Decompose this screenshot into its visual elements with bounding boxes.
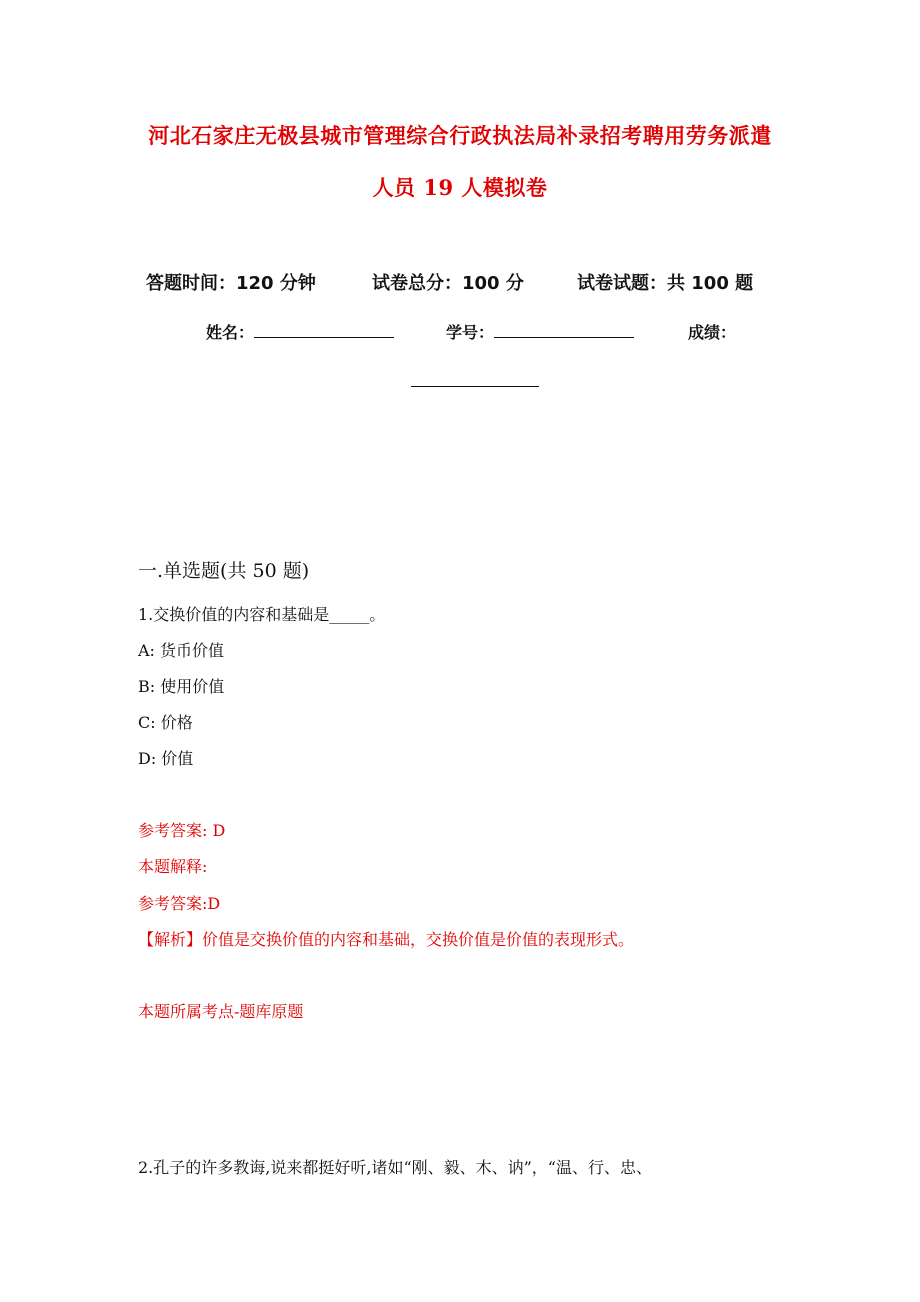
question-1-explain-label: 本题解释: xyxy=(138,857,208,876)
name-field xyxy=(206,320,394,343)
student-id-field xyxy=(446,320,634,343)
doc-title-line2: 人员 19 人模拟卷 xyxy=(372,175,548,200)
question-2-stem: 2.孔子的许多教诲,说来都挺好听,诸如“刚、毅、木、讷”，“温、行、忠、 xyxy=(138,1158,652,1177)
name-blank[interactable] xyxy=(254,323,394,338)
score-field xyxy=(688,320,736,343)
name-label: 姓名： xyxy=(206,323,255,342)
score-label: 成绩： xyxy=(688,323,737,342)
score-blank[interactable] xyxy=(411,372,539,387)
section-title: 一.单选题(共 50 题) xyxy=(138,560,310,582)
question-1-stem: 1.交换价值的内容和基础是_____。 xyxy=(138,605,386,624)
question-1-option-c: C: 价格 xyxy=(138,713,193,732)
student-id-blank[interactable] xyxy=(494,323,634,338)
exam-question-count: 试卷试题：共 100 题 xyxy=(577,273,754,294)
question-1-source: 本题所属考点-题库原题 xyxy=(138,1002,304,1021)
student-id-label: 学号： xyxy=(446,323,495,342)
question-1-answer: 参考答案: D xyxy=(138,821,226,840)
question-1-option-b: B: 使用价值 xyxy=(138,677,225,696)
question-1-option-d: D: 价值 xyxy=(138,749,194,768)
exam-total-score: 试卷总分：100 分 xyxy=(372,273,524,294)
question-1-analysis: 【解析】价值是交换价值的内容和基础，交换价值是价值的表现形式。 xyxy=(138,930,635,949)
question-1-option-a: A: 货币价值 xyxy=(138,641,225,660)
exam-time: 答题时间：120 分钟 xyxy=(146,273,316,294)
doc-title-line1: 河北石家庄无极县城市管理综合行政执法局补录招考聘用劳务派遣 xyxy=(148,123,772,148)
question-1-answer-repeat: 参考答案:D xyxy=(138,894,221,913)
